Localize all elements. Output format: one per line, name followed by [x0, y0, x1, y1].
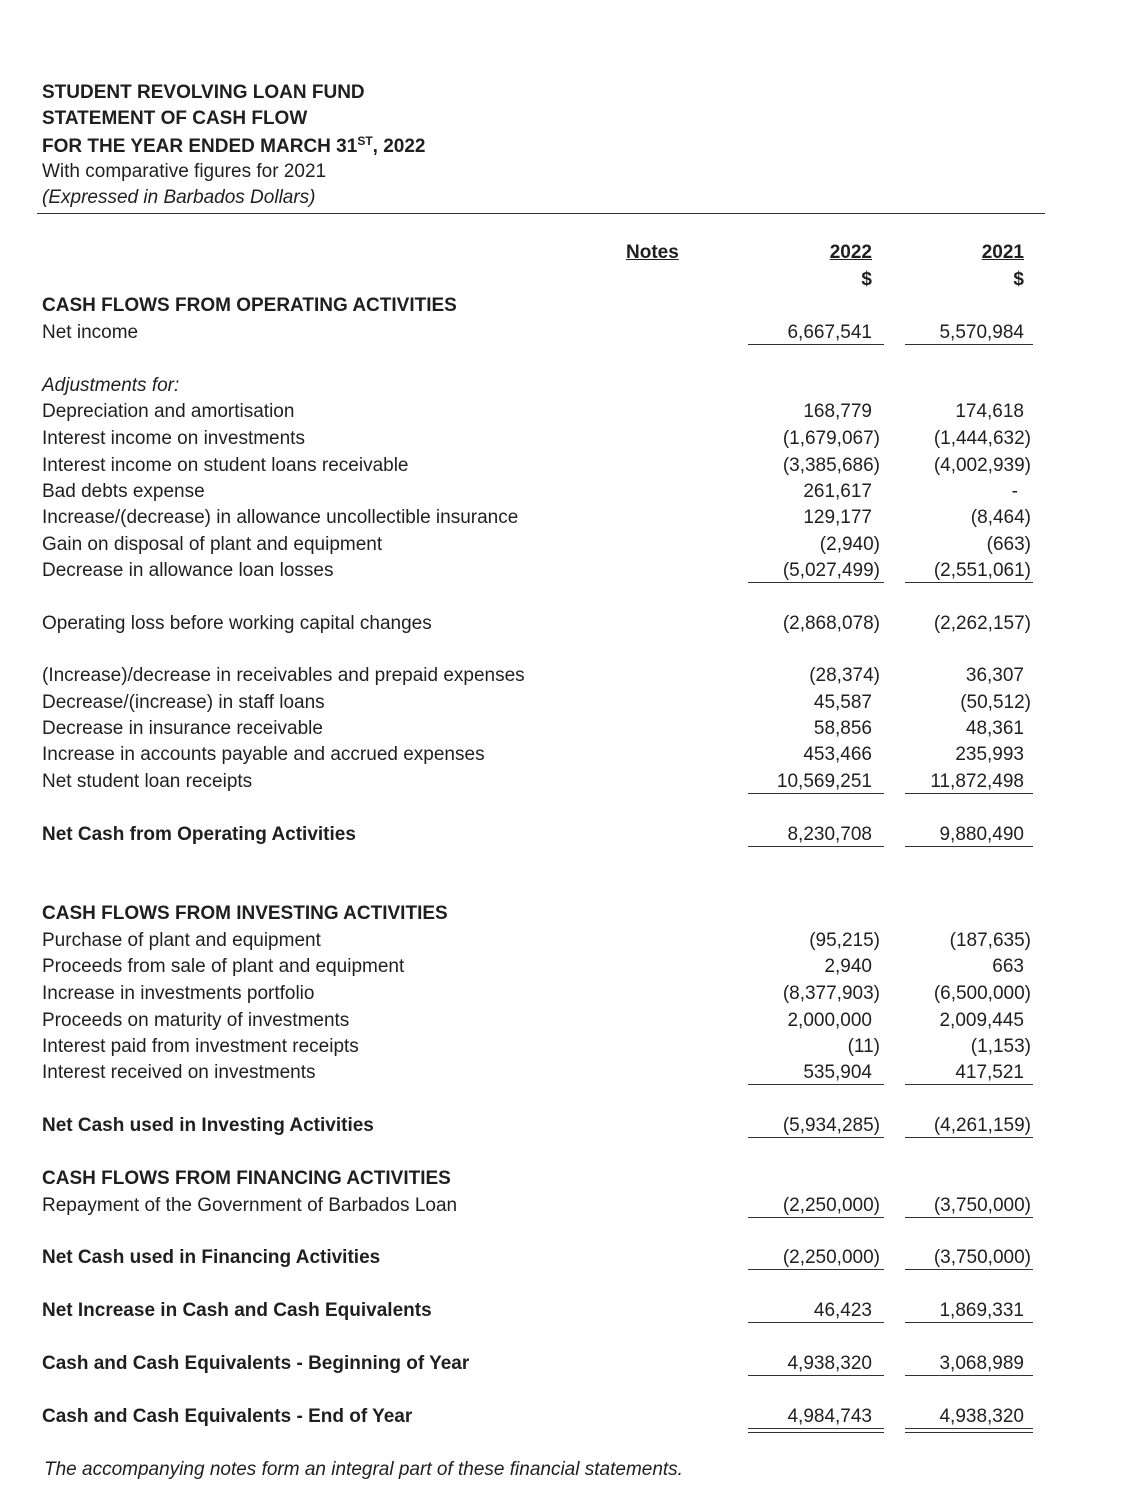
row-value-2021: (663)	[986, 534, 1031, 555]
row-value-2021: (6,500,000)	[933, 983, 1031, 1004]
underline	[905, 1084, 1033, 1085]
row-value-2021: 174,618	[955, 401, 1024, 422]
underline	[748, 344, 884, 345]
row-label: Depreciation and amortisation	[42, 401, 295, 422]
net-operating-label: Net Cash from Operating Activities	[42, 824, 356, 845]
row-value-2021: (3,750,000)	[933, 1247, 1031, 1268]
row-value-2022: (3,385,686)	[782, 455, 880, 476]
row-value-2022: 58,856	[813, 718, 872, 739]
row-value-2022: (5,027,499)	[782, 560, 880, 581]
row-value-2022: (2,250,000)	[782, 1195, 880, 1216]
row-label: Operating loss before working capital changes	[42, 613, 432, 634]
row-value-2021: (1,153)	[970, 1036, 1031, 1057]
underline	[905, 344, 1033, 345]
row-label: Proceeds from sale of plant and equipment	[42, 956, 405, 977]
underline	[748, 1217, 884, 1218]
row-value-2022: (95,215)	[809, 930, 880, 951]
row-label: Interest income on student loans receivable	[42, 455, 409, 476]
underline	[748, 1084, 884, 1085]
row-value-2022: 453,466	[803, 744, 872, 765]
underline	[905, 846, 1033, 847]
section-financing: CASH FLOWS FROM FINANCING ACTIVITIES	[42, 1168, 451, 1189]
period-prefix: FOR THE YEAR ENDED MARCH 31	[42, 136, 358, 157]
row-value-2022: 4,938,320	[787, 1353, 872, 1374]
row-value-2022: 2,000,000	[787, 1010, 872, 1031]
row-value-2021: (50,512)	[960, 692, 1031, 713]
underline	[905, 1137, 1033, 1138]
adjustments-label: Adjustments for:	[42, 375, 180, 396]
underline	[748, 1375, 884, 1376]
row-value-2022: 6,667,541	[787, 322, 872, 343]
row-value-2022: 129,177	[803, 507, 872, 528]
row-value-2022: 261,617	[803, 481, 872, 502]
underline	[748, 793, 884, 794]
org-title: STUDENT REVOLVING LOAN FUND	[42, 82, 365, 103]
row-value-2021: 48,361	[965, 718, 1024, 739]
row-value-2021: (3,750,000)	[933, 1195, 1031, 1216]
row-value-2022: 10,569,251	[776, 771, 872, 792]
row-label: Increase/(decrease) in allowance uncollectible insurance	[42, 507, 519, 528]
underline	[748, 582, 884, 583]
row-value-2022: 535,904	[803, 1062, 872, 1083]
period-sup: ST	[357, 134, 373, 148]
row-value-2022: (28,374)	[809, 665, 880, 686]
period-suffix: , 2022	[372, 136, 426, 157]
row-label: Bad debts expense	[42, 481, 205, 502]
section-investing: CASH FLOWS FROM INVESTING ACTIVITIES	[42, 903, 448, 924]
row-value-2021: 235,993	[955, 744, 1024, 765]
row-value-2022: 8,230,708	[787, 824, 872, 845]
row-value-2022: (2,940)	[819, 534, 880, 555]
row-value-2021: 36,307	[965, 665, 1024, 686]
row-value-2021: 4,938,320	[939, 1406, 1024, 1427]
row-value-2022: 168,779	[803, 401, 872, 422]
row-value-2021: 1,869,331	[939, 1300, 1024, 1321]
row-value-2022: (8,377,903)	[782, 983, 880, 1004]
year-2022-header: 2022	[829, 242, 872, 263]
row-value-2022: (2,868,078)	[782, 613, 880, 634]
row-value-2021: (187,635)	[949, 930, 1031, 951]
net-investing-label: Net Cash used in Investing Activities	[42, 1115, 374, 1136]
row-value-2022: (1,679,067)	[782, 428, 880, 449]
row-value-2022: (2,250,000)	[782, 1247, 880, 1268]
row-label: Gain on disposal of plant and equipment	[42, 534, 383, 555]
row-label: Decrease in insurance receivable	[42, 718, 323, 739]
row-value-2021: 5,570,984	[939, 322, 1024, 343]
underline	[905, 1375, 1033, 1376]
period-title	[42, 134, 425, 158]
row-value-2021: 9,880,490	[939, 824, 1024, 845]
row-value-2022: (5,934,285)	[782, 1115, 880, 1136]
statement-title: STATEMENT OF CASH FLOW	[42, 108, 308, 129]
currency-note: (Expressed in Barbados Dollars)	[42, 187, 316, 208]
row-value-2021: 11,872,498	[930, 771, 1024, 792]
row-label: Increase in investments portfolio	[42, 983, 315, 1004]
row-label: Proceeds on maturity of investments	[42, 1010, 350, 1031]
row-label: Interest received on investments	[42, 1062, 316, 1083]
underline	[905, 1217, 1033, 1218]
row-value-2021: 663	[992, 956, 1024, 977]
underline	[748, 1269, 884, 1270]
header-rule	[37, 213, 1045, 214]
row-value-2021: (4,002,939)	[933, 455, 1031, 476]
year-2021-header: 2021	[981, 242, 1024, 263]
comparative-note: With comparative figures for 2021	[42, 161, 327, 182]
row-value-2021: (2,262,157)	[933, 613, 1031, 634]
row-label: (Increase)/decrease in receivables and prepaid expenses	[42, 665, 525, 686]
notes-column-header: Notes	[626, 242, 679, 263]
row-value-2021: -	[1011, 481, 1018, 502]
cash-beginning-label: Cash and Cash Equivalents - Beginning of Year	[42, 1353, 470, 1374]
row-label: Decrease in allowance loan losses	[42, 560, 334, 581]
net-increase-label: Net Increase in Cash and Cash Equivalents	[42, 1300, 432, 1321]
row-value-2021: (1,444,632)	[933, 428, 1031, 449]
row-label: Interest paid from investment receipts	[42, 1036, 359, 1057]
underline	[905, 793, 1033, 794]
double-underline	[905, 1428, 1033, 1433]
underline	[748, 1322, 884, 1323]
row-value-2021: (2,551,061)	[933, 560, 1031, 581]
underline	[748, 1137, 884, 1138]
row-label: Purchase of plant and equipment	[42, 930, 321, 951]
row-label: Interest income on investments	[42, 428, 305, 449]
row-value-2022: 4,984,743	[787, 1406, 872, 1427]
row-value-2022: 46,423	[813, 1300, 872, 1321]
net-financing-label: Net Cash used in Financing Activities	[42, 1247, 381, 1268]
unit-2022: $	[861, 269, 872, 290]
underline	[748, 846, 884, 847]
row-label: Repayment of the Government of Barbados Loan	[42, 1195, 458, 1216]
row-value-2022: 45,587	[813, 692, 872, 713]
footer-note: The accompanying notes form an integral part of these financial statements.	[44, 1459, 683, 1480]
row-value-2022: 2,940	[824, 956, 872, 977]
row-value-2022: (11)	[847, 1036, 880, 1057]
section-operating: CASH FLOWS FROM OPERATING ACTIVITIES	[42, 295, 457, 316]
underline	[905, 1269, 1033, 1270]
row-value-2021: 3,068,989	[939, 1353, 1024, 1374]
row-label: Net income	[42, 322, 139, 343]
double-underline	[748, 1428, 884, 1433]
underline	[905, 1322, 1033, 1323]
row-value-2021: (4,261,159)	[933, 1115, 1031, 1136]
row-value-2021: 2,009,445	[939, 1010, 1024, 1031]
underline	[905, 582, 1033, 583]
row-value-2021: (8,464)	[970, 507, 1031, 528]
unit-2021: $	[1013, 269, 1024, 290]
cash-end-label: Cash and Cash Equivalents - End of Year	[42, 1406, 413, 1427]
row-label: Net student loan receipts	[42, 771, 253, 792]
row-value-2021: 417,521	[955, 1062, 1024, 1083]
row-label: Increase in accounts payable and accrued expenses	[42, 744, 485, 765]
row-label: Decrease/(increase) in staff loans	[42, 692, 325, 713]
